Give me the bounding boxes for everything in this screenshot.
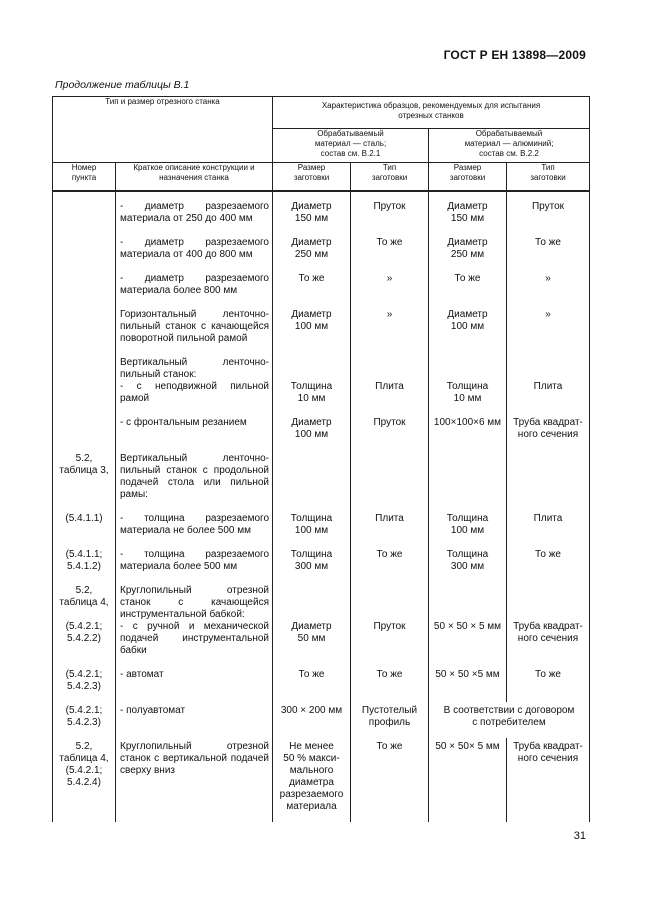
specimen-table (52, 96, 590, 822)
alu-type-cell (507, 450, 590, 510)
alu-type-cell: » (507, 306, 590, 354)
steel-type-cell (351, 450, 429, 510)
machine-description-cell: - с фронтальным резанием (116, 414, 273, 450)
table-row (53, 738, 590, 822)
header-col-alu-type: Тип заготовки (507, 163, 590, 191)
item-number-cell (53, 354, 116, 414)
alu-type-cell: То же (507, 234, 590, 270)
alu-type-cell: Плита (507, 510, 590, 546)
steel-size-cell: Диаметр 100 мм (273, 414, 351, 450)
header-col-num: Номер пункта (53, 163, 116, 191)
steel-type-cell: Пруток (351, 414, 429, 450)
steel-size-cell (273, 450, 351, 510)
steel-size-cell: Толщина 100 мм (273, 510, 351, 546)
alu-size-cell: Диаметр 250 мм (429, 234, 507, 270)
machine-description-cell: Вертикальный ленточно-пильный станок с продольной подачей стола или пильной рамы: (116, 450, 273, 510)
alu-type-cell: То же (507, 666, 590, 702)
page-number: 31 (573, 830, 586, 842)
item-number-cell: (5.4.2.1; 5.4.2.3) (53, 666, 116, 702)
item-number-cell (53, 270, 116, 306)
table-row (53, 546, 590, 582)
machine-description-cell: - автомат (116, 666, 273, 702)
table-row (53, 270, 590, 306)
table-continuation-caption: Продолжение таблицы В.1 (55, 79, 190, 91)
machine-description-cell: Вертикальный ленточно-пильный станок: - с неподвижной пильной рамой (116, 354, 273, 414)
alu-type-cell: Труба квадрат- ного сечения (507, 414, 590, 450)
alu-size-cell: Диаметр 150 мм (429, 198, 507, 234)
alu-size-cell: 50 × 50× 5 мм (429, 738, 507, 822)
steel-size-cell: Диаметр 250 мм (273, 234, 351, 270)
header-col-desc: Краткое описание конструкции и назначения станка (116, 163, 273, 191)
steel-type-cell: То же (351, 234, 429, 270)
machine-description-cell: - диаметр разрезаемого материала более 800 мм (116, 270, 273, 306)
table-row (53, 414, 590, 450)
steel-size-cell: Толщина 10 мм (273, 354, 351, 414)
alu-type-cell: » (507, 270, 590, 306)
standard-designation: ГОСТ Р ЕН 13898—2009 (443, 48, 586, 62)
steel-type-cell: Пустотелый профиль (351, 702, 429, 738)
alu-size-cell: Толщина 300 мм (429, 546, 507, 582)
header-col-alu-size: Размер заготовки (429, 163, 507, 191)
item-number-cell: 5.2, таблица 4, (5.4.2.1; 5.4.2.2) (53, 582, 116, 666)
header-col-steel-type: Тип заготовки (351, 163, 429, 191)
steel-type-cell: То же (351, 546, 429, 582)
alu-size-cell: 100×100×6 мм (429, 414, 507, 450)
steel-type-cell: То же (351, 666, 429, 702)
header-col-steel-size: Размер заготовки (273, 163, 351, 191)
table-row (53, 234, 590, 270)
item-number-cell: 5.2, таблица 4, (5.4.2.1; 5.4.2.4) (53, 738, 116, 822)
item-number-cell: (5.4.2.1; 5.4.2.3) (53, 702, 116, 738)
item-number-cell: (5.4.1.1) (53, 510, 116, 546)
steel-size-cell: То же (273, 270, 351, 306)
alu-type-cell: Труба квадрат- ного сечения (507, 738, 590, 822)
steel-type-cell: Плита (351, 354, 429, 414)
steel-size-cell: Диаметр 100 мм (273, 306, 351, 354)
alu-size-cell: Толщина 10 мм (429, 354, 507, 414)
steel-type-cell: Пруток (351, 582, 429, 666)
header-steel-group: Обрабатываемый материал — сталь; состав см. В.2.1 (273, 129, 429, 163)
item-number-cell (53, 306, 116, 354)
steel-type-cell: Плита (351, 510, 429, 546)
alu-type-cell: Плита (507, 354, 590, 414)
steel-type-cell: » (351, 306, 429, 354)
alu-type-cell: Пруток (507, 198, 590, 234)
steel-size-cell: Толщина 300 мм (273, 546, 351, 582)
alu-type-cell: То же (507, 546, 590, 582)
machine-description-cell: - толщина разрезаемого материала более 500 мм (116, 546, 273, 582)
machine-description-cell: - полуавтомат (116, 702, 273, 738)
table-row (53, 666, 590, 702)
steel-type-cell: То же (351, 738, 429, 822)
item-number-cell: 5.2, таблица 3, (53, 450, 116, 510)
table-row (53, 702, 590, 738)
steel-size-cell: Диаметр 150 мм (273, 198, 351, 234)
alu-size-cell (429, 450, 507, 510)
machine-description-cell: - диаметр разрезаемого материала от 250 до 400 мм (116, 198, 273, 234)
item-number-cell: (5.4.1.1; 5.4.1.2) (53, 546, 116, 582)
table-row (53, 198, 590, 234)
table-row (53, 582, 590, 666)
alu-size-cell: То же (429, 270, 507, 306)
machine-description-cell: Круглопильный отрезной станок с качающейся инструментальной бабкой: - с ручной и механической подачей инструментальной бабки (116, 582, 273, 666)
header-alu-group: Обрабатываемый материал — алюминий; состав см. В.2.2 (429, 129, 590, 163)
machine-description-cell: Круглопильный отрезной станок с вертикальной подачей сверху вниз (116, 738, 273, 822)
steel-size-cell: Не менее 50 % макси- мального диаметра разрезаемого материала (273, 738, 351, 822)
machine-description-cell: - диаметр разрезаемого материала от 400 до 800 мм (116, 234, 273, 270)
steel-size-cell: 300 × 200 мм (273, 702, 351, 738)
machine-description-cell: Горизонтальный ленточно-пильный станок с качающейся поворотной пильной рамой (116, 306, 273, 354)
header-characteristics: Характеристика образцов, рекомендуемых для испытания отрезных станков (273, 97, 590, 129)
steel-type-cell: » (351, 270, 429, 306)
item-number-cell (53, 198, 116, 234)
machine-description-cell: - толщина разрезаемого материала не более 500 мм (116, 510, 273, 546)
item-number-cell (53, 234, 116, 270)
steel-size-cell: Диаметр 50 мм (273, 582, 351, 666)
table-row (53, 510, 590, 546)
alu-size-cell: Диаметр 100 мм (429, 306, 507, 354)
alu-type-cell: Труба квадрат- ного сечения (507, 582, 590, 666)
aluminium-merged-cell: В соответствии с договором с потребителем (429, 702, 590, 738)
table-row (53, 450, 590, 510)
alu-size-cell: 50 × 50 ×5 мм (429, 666, 507, 702)
steel-type-cell: Пруток (351, 198, 429, 234)
steel-size-cell: То же (273, 666, 351, 702)
alu-size-cell: Толщина 100 мм (429, 510, 507, 546)
table-row (53, 354, 590, 414)
alu-size-cell: 50 × 50 × 5 мм (429, 582, 507, 666)
header-type-size: Тип и размер отрезного станка (53, 97, 273, 163)
table-row (53, 306, 590, 354)
item-number-cell (53, 414, 116, 450)
